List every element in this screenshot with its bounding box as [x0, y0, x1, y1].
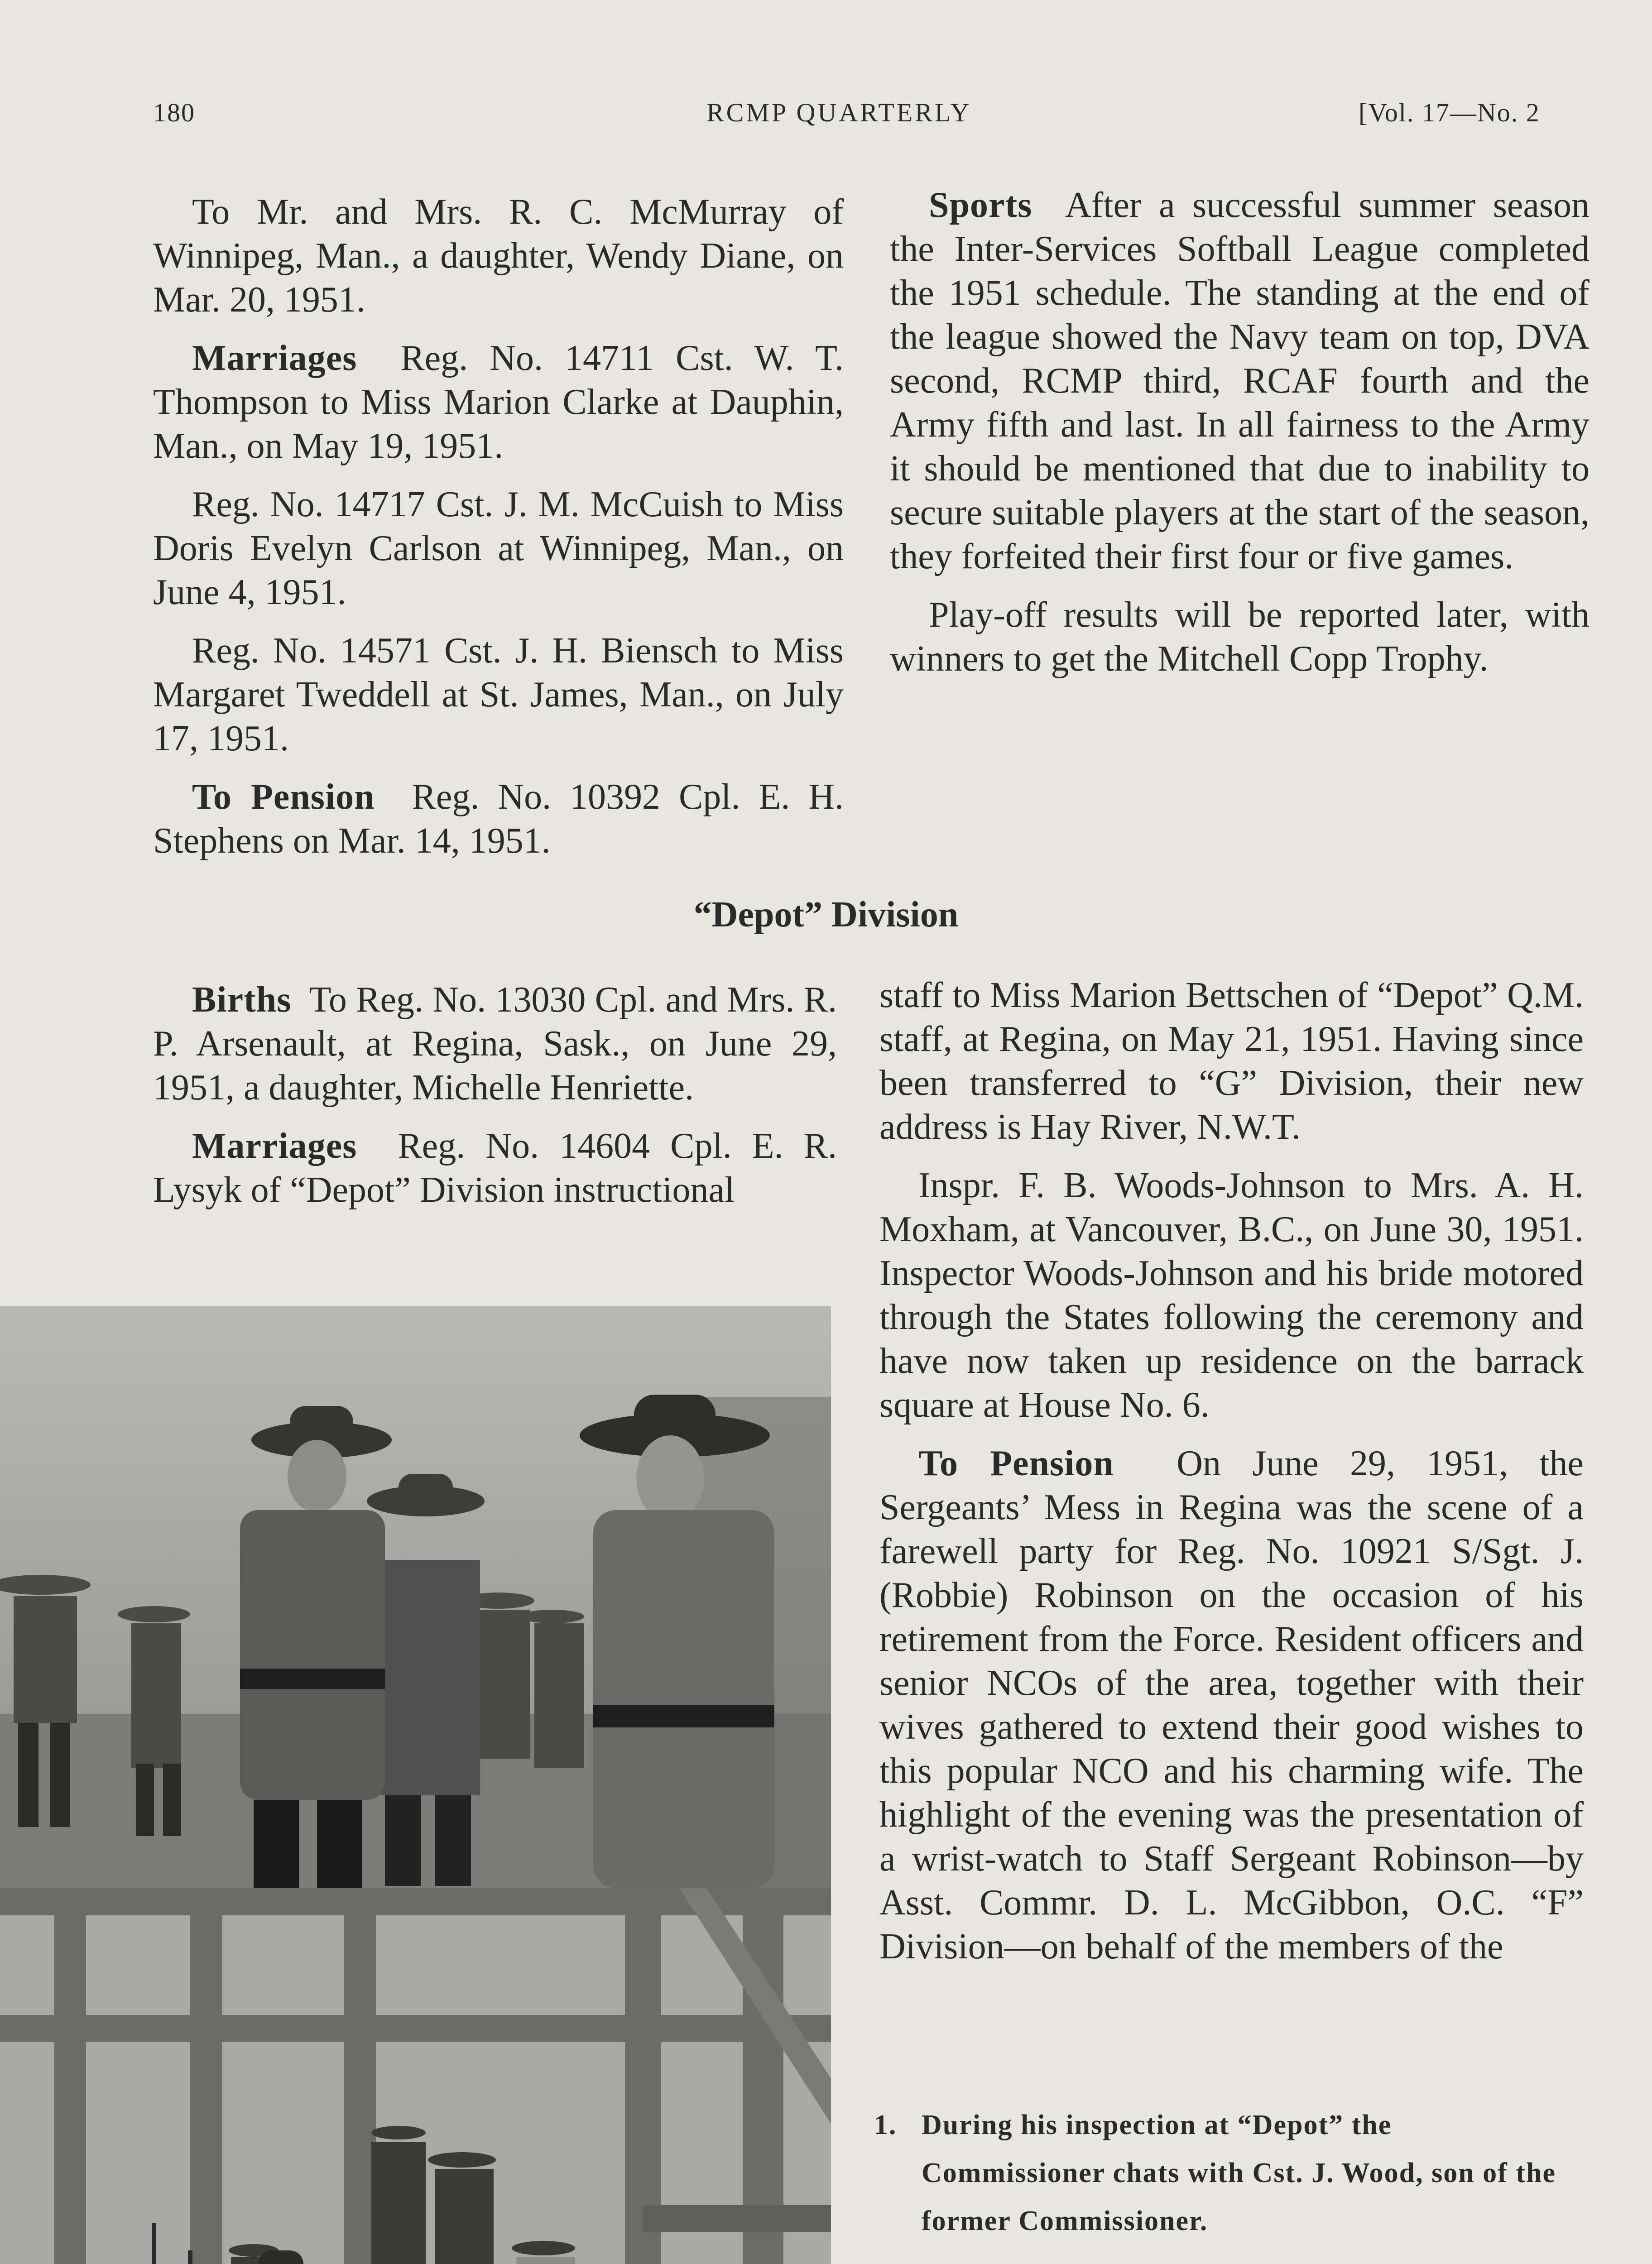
- section-heading: “Depot” Division: [693, 895, 959, 935]
- top-right-column: [890, 183, 1590, 696]
- birth-notice: To Mr. and Mrs. R. C. McMurray of Winnipeg, Man., a daughter, Wendy Diane, on Mar. 20, 1951.: [153, 192, 844, 320]
- marriages-label: Marriages: [192, 1126, 357, 1166]
- pension-notice: To Pension Reg. No. 10392 Cpl. E. H. Stephens on Mar. 14, 1951.: [153, 777, 844, 861]
- photo-captions: [874, 2101, 1574, 2264]
- caption-1: [874, 2101, 1574, 2245]
- page-number: 180: [153, 98, 195, 127]
- bottom-left-column: [153, 978, 837, 1227]
- marriage-notice: Reg. No. 14571 Cst. J. H. Biensch to Miss Margaret Tweddell at St. James, Man., on July 17, 1951.: [153, 631, 844, 758]
- bottom-right-column: [879, 974, 1584, 1983]
- pension-label: To Pension: [192, 777, 375, 817]
- top-left-column: [153, 190, 844, 878]
- volume-number: [Vol. 17—No. 2: [1359, 98, 1540, 127]
- marriage-notice: Marriages Reg. No. 14604 Cpl. E. R. Lysyk of “Depot” Division instructional: [153, 1126, 837, 1210]
- pension-label: To Pension: [918, 1444, 1114, 1483]
- sports-paragraph: Sports After a successful summer season the Inter-Services Softball League completed the 1951 schedule. The standing at the end of the league showed the Navy team on top, DVA second, RCMP third, RCAF fourth and the Army fifth and last. In all fairness to the Army it should be mentioned that due to inability to secure suitable players at the start of the season, they forfeited their first four or five games.: [890, 185, 1590, 576]
- births-label: Births: [192, 980, 292, 1020]
- running-title: RCMP QUARTERLY: [706, 98, 972, 127]
- marriage-notice: Inspr. F. B. Woods-Johnson to Mrs. A. H. Moxham, at Vancouver, B.C., on June 30, 1951. Inspector Woods-Johnson and his bride motored through the States following the ceremony and have now taken up residence on the barrack square at House No. 6.: [879, 1166, 1584, 1425]
- marriages-label: Marriages: [192, 338, 357, 378]
- birth-notice: Births To Reg. No. 13030 Cpl. and Mrs. R. P. Arsenault, at Regina, Sask., on June 29, 1951, a daughter, Michelle Henriette.: [153, 980, 837, 1108]
- corner-stone-photo: [0, 1888, 831, 2264]
- marriage-notice: Marriages Reg. No. 14711 Cst. W. T. Thompson to Miss Marion Clarke at Dauphin, Man., on May 19, 1951.: [153, 338, 844, 466]
- caption-number: 1.: [874, 2110, 897, 2140]
- inspection-photo: [0, 1306, 831, 1888]
- pension-notice: To Pension On June 29, 1951, the Sergeants’ Mess in Regina was the scene of a farewell party for Reg. No. 10921 S/Sgt. J. (Robbie) Robinson on the occasion of his retirement from the Force. Resident officers and senior NCOs of the area, together with their wives gathered to extend their good wishes to this popular NCO and his charming wife. The highlight of the evening was the presentation of a wrist-watch to Staff Sergeant Robinson—by Asst. Commr. D. L. McGibbon, O.C. “F” Division—on behalf of the members of the: [879, 1444, 1584, 1967]
- sports-label: Sports: [929, 185, 1032, 225]
- marriage-continued: staff to Miss Marion Bettschen of “Depot” Q.M. staff, at Regina, on May 21, 1951. Having since been transferred to “G” Division, their new address is Hay River, N.W.T.: [879, 975, 1584, 1147]
- caption-text: During his inspection at “Depot” the Commissioner chats with Cst. J. Wood, son of the former Commissioner.: [922, 2110, 1556, 2236]
- marriage-notice: Reg. No. 14717 Cst. J. M. McCuish to Miss Doris Evelyn Carlson at Winnipeg, Man., on June 4, 1951.: [153, 484, 844, 612]
- playoff-paragraph: Play-off results will be reported later, with winners to get the Mitchell Copp Trophy.: [890, 595, 1590, 679]
